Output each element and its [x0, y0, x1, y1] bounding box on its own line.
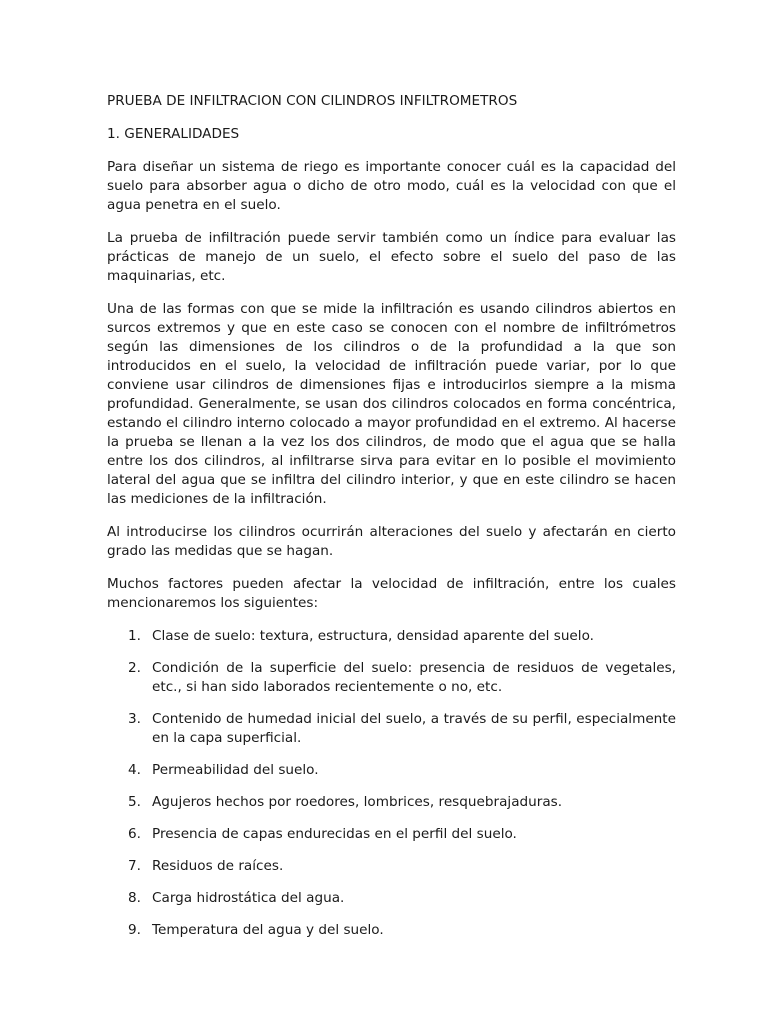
list-item-number: 7.	[128, 858, 141, 874]
list-item-text: Contenido de humedad inicial del suelo, a través de su perfil, especialmente en la capa superficial.	[152, 711, 676, 746]
list-item-number: 1.	[128, 628, 141, 644]
list-item-number: 8.	[128, 890, 141, 906]
list-item-text: Presencia de capas endurecidas en el perfil del suelo.	[152, 826, 517, 842]
list-item	[107, 921, 676, 940]
list-item-number: 5.	[128, 794, 141, 810]
list-item-text: Carga hidrostática del agua.	[152, 890, 345, 906]
paragraph-2: La prueba de infiltración puede servir también como un índice para evaluar las prácticas de manejo de un suelo, el efecto sobre el suelo del paso de las maquinarias, etc.	[107, 230, 676, 284]
list-item-number: 3.	[128, 711, 141, 727]
list-item-number: 4.	[128, 762, 141, 778]
list-item	[107, 761, 676, 780]
document-body	[107, 92, 676, 953]
list-item-text: Condición de la superficie del suelo: presencia de residuos de vegetales, etc., si han sido laborados recientemente o no, etc.	[152, 660, 676, 695]
list-item-number: 6.	[128, 826, 141, 842]
list-item	[107, 857, 676, 876]
list-item	[107, 793, 676, 812]
list-item-text: Permeabilidad del suelo.	[152, 762, 319, 778]
list-item	[107, 825, 676, 844]
list-item-text: Residuos de raíces.	[152, 858, 284, 874]
list-item-number: 9.	[128, 922, 141, 938]
list-item-number: 2.	[128, 660, 141, 676]
list-item-text: Clase de suelo: textura, estructura, densidad aparente del suelo.	[152, 628, 594, 644]
list-item-text: Agujeros hechos por roedores, lombrices, resquebrajaduras.	[152, 794, 563, 810]
section-heading: 1. GENERALIDADES	[107, 126, 240, 142]
document-title: PRUEBA DE INFILTRACION CON CILINDROS INFILTROMETROS	[107, 93, 518, 109]
paragraph-1: Para diseñar un sistema de riego es importante conocer cuál es la capacidad del suelo para absorber agua o dicho de otro modo, cuál es la velocidad con que el agua penetra en el suelo.	[107, 159, 676, 213]
list-item	[107, 627, 676, 646]
paragraph-4: Al introducirse los cilindros ocurrirán alteraciones del suelo y afectarán en cierto grado las medidas que se hagan.	[107, 524, 676, 559]
factors-list	[107, 627, 676, 940]
paragraph-5: Muchos factores pueden afectar la velocidad de infiltración, entre los cuales mencionaremos los siguientes:	[107, 576, 676, 611]
list-item	[107, 659, 676, 697]
paragraph-3: Una de las formas con que se mide la infiltración es usando cilindros abiertos en surcos extremos y que en este caso se conocen con el nombre de infiltrómetros según las dimensiones de los cilindros o de la profundidad a la que son introducidos en el suelo, la velocidad de infiltración puede variar, por lo que conviene usar cilindros de dimensiones fijas e introducirlos siempre a la misma profundidad. Generalmente, se usan dos cilindros colocados en forma concéntrica, estando el cilindro interno colocado a mayor profundidad en el extremo. Al hacerse la prueba se llenan a la vez los dos cilindros, de modo que el agua que se halla entre los dos cilindros, al infiltrarse sirva para evitar en lo posible el movimiento lateral del agua que se infiltra del cilindro interior, y que en este cilindro se hacen las mediciones de la infiltración.	[107, 301, 676, 507]
list-item	[107, 889, 676, 908]
list-item	[107, 710, 676, 748]
list-item-text: Temperatura del agua y del suelo.	[152, 922, 384, 938]
